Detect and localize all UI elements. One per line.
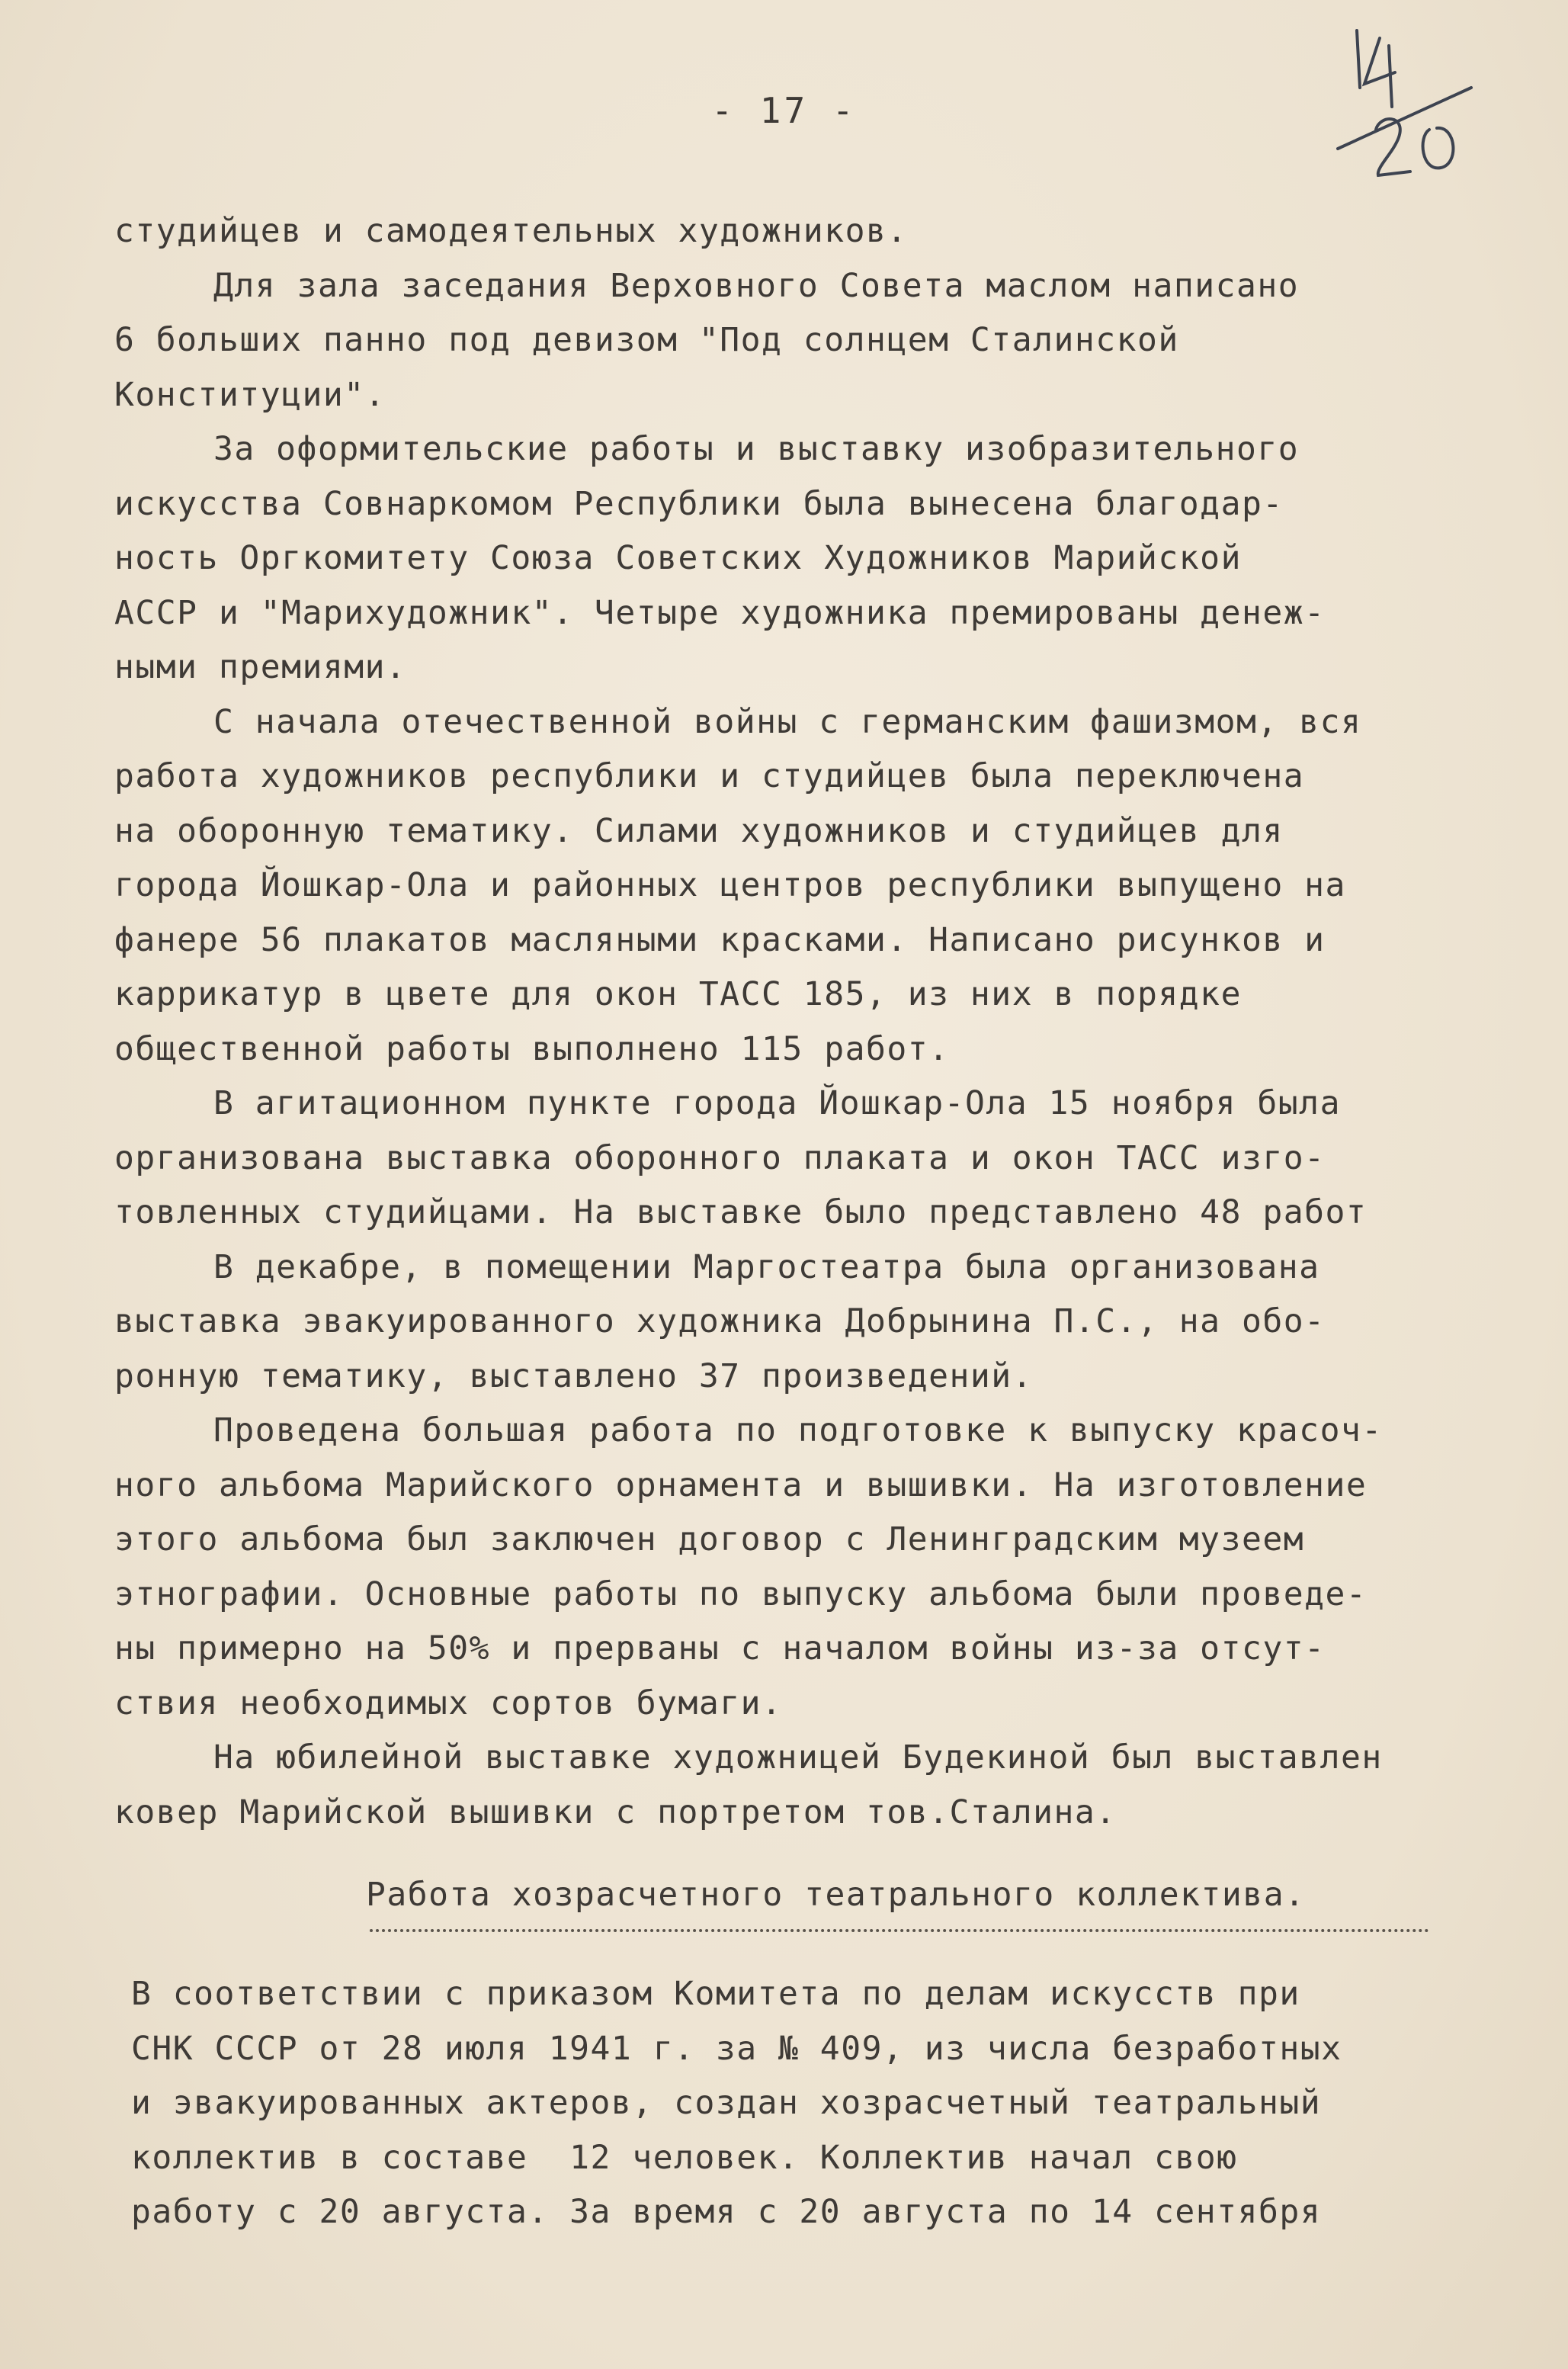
text-line: Для зала заседания Верховного Совета маслом написано: [213, 266, 1300, 305]
text-line: выставка эвакуированного художника Добрынина П.С., на обо-: [114, 1302, 1326, 1340]
text-line: ствия необходимых сортов бумаги.: [114, 1684, 783, 1722]
text-line: коллектив в составе 12 человек. Коллектив начал свою: [131, 2138, 1238, 2177]
text-line: На юбилейной выставке художницей Будекиной был выставлен: [213, 1738, 1383, 1777]
text-line: В агитационном пункте города Йошкар-Ола 15 ноября была: [213, 1084, 1341, 1122]
text-line: и эвакуированных актеров, создан хозрасчетный театральный: [131, 2084, 1322, 2122]
text-line: ковер Марийской вышивки с портретом тов.Сталина.: [114, 1793, 1117, 1831]
text-line: Проведена большая работа по подготовке к выпуску красоч-: [213, 1411, 1383, 1449]
text-line: СНК СССР от 28 июля 1941 г. за № 409, из числа безработных: [131, 2029, 1342, 2068]
heading-underline: [370, 1929, 1429, 1932]
text-line: фанере 56 плакатов масляными красками. Написано рисунков и: [114, 920, 1326, 959]
text-line: работу с 20 августа. За время с 20 августа по 14 сентября: [131, 2193, 1322, 2231]
text-line: товленных студийцами. На выставке было представлено 48 работ: [114, 1193, 1368, 1231]
text-line: этого альбома был заключен договор с Ленинградским музеем: [114, 1520, 1305, 1558]
text-line: ны примерно на 50% и прерваны с началом войны из-за отсут-: [114, 1629, 1326, 1668]
text-line: В соответствии с приказом Комитета по делам искусств при: [131, 1975, 1300, 2013]
text-line: За оформительские работы и выставку изобразительного: [213, 430, 1300, 468]
text-line: ного альбома Марийского орнамента и вышивки. На изготовление: [114, 1465, 1368, 1504]
text-line: искусства Совнаркомом Республики была вынесена благодар-: [114, 484, 1284, 523]
text-line: ность Оргкомитету Союза Советских Художников Марийской: [114, 539, 1242, 577]
text-line: общественной работы выполнено 115 работ.: [114, 1029, 950, 1068]
text-line: на оборонную тематику. Силами художников и студийцев для: [114, 811, 1284, 850]
section-heading: Работа хозрасчетного театрального коллектива.: [366, 1876, 1306, 1914]
text-line: ронную тематику, выставлено 37 произведений.: [114, 1356, 1034, 1395]
page-number: - 17 -: [711, 90, 857, 131]
text-line: каррикатур в цвете для окон ТАСС 185, из них в порядке: [114, 975, 1242, 1013]
text-line: В декабре, в помещении Маргостеатра была организована: [213, 1247, 1320, 1286]
handwritten-archive-mark: [1334, 15, 1486, 191]
text-line: организована выставка оборонного плаката и окон ТАСС изго-: [114, 1138, 1326, 1177]
body-text-top: [114, 204, 1547, 1840]
text-line: ными премиями.: [114, 648, 407, 686]
text-line: этнографии. Основные работы по выпуску альбома были проведе-: [114, 1575, 1368, 1613]
text-line: АССР и "Марихудожник". Четыре художника премированы денеж-: [114, 593, 1326, 632]
text-line: работа художников республики и студийцев была переключена: [114, 757, 1305, 795]
text-line: С начала отечественной войны с германским фашизмом, вся: [213, 702, 1362, 741]
body-text-bottom: [131, 1967, 1549, 2240]
text-line: города Йошкар-Ола и районных центров республики выпущено на: [114, 866, 1346, 904]
text-line: Конституции".: [114, 375, 386, 414]
text-line: 6 больших панно под девизом "Под солнцем Сталинской: [114, 321, 1179, 359]
text-line: студийцев и самодеятельных художников.: [114, 212, 908, 250]
